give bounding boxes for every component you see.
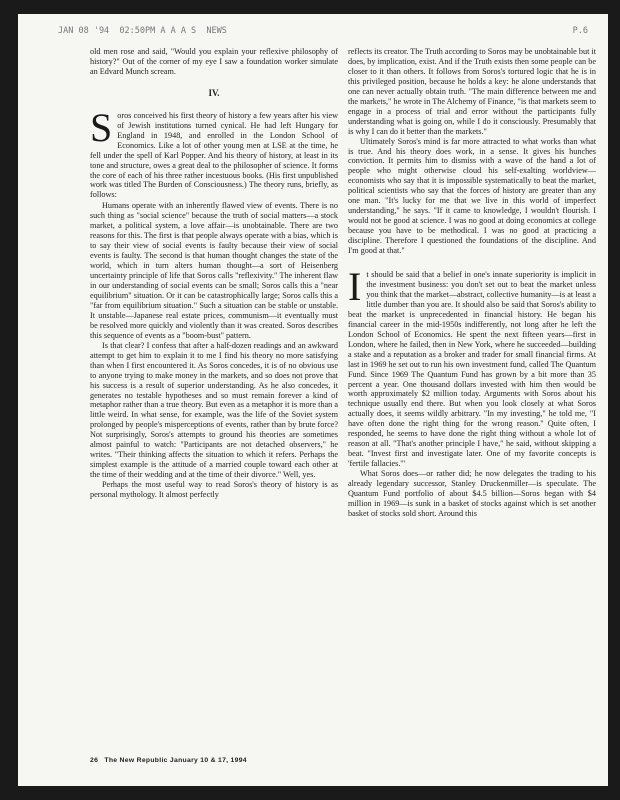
drop-cap: S — [90, 104, 113, 150]
paragraph: reflects its creator. The Truth according to Soros may be unobtainable but it does, by implication, exist. And if the Truth exists then some people can be closer to it than others. It follows from Soros's tortured logic that he is in this privileged position, because he holds a key: he alone understands that one can never actually obtain truth. "The main difference between me and the markets," he wrote in The Alchemy of Finance, "is that markets seem to engage in a process of trial and error without the participants fully understanding what is going on, while I do it consciously. Presumably that is why I can do it better than the markets." — [348, 47, 596, 136]
left-column — [90, 47, 338, 747]
paragraph: Ultimately Soros's mind is far more attracted to what works than what is true. And his theory does work, in a sense. It gives his hunches conviction. It permits him to dismiss with a wave of the hand a lot of people who might otherwise cloud his self-exalting worldview—economists who say that it is impossible systematically to beat the market, political scientists who say that the forces of history are greater than any one man. "It's lucky for me that we live in this world of imperfect understanding," he says. "If it came to knowledge, I wouldn't flourish. I would not be good at science. I was no good at doing economics at college because you have to be methodical. I was no good at practicing a discipline. Therefore I questioned the foundations of the discipline. And I'm good at that." — [348, 136, 596, 256]
fax-page-number: P.6 — [572, 26, 588, 36]
fax-header — [58, 26, 588, 38]
page-footer — [90, 757, 247, 764]
publication-name: The New Republic — [104, 757, 168, 764]
opening-paragraph: old men rose and said, "Would you explain your reflexive philosophy of history?" Out of the corner of my eye I saw a foundation worker simulate an Edvard Munch scream. — [90, 47, 338, 76]
paragraph: Humans operate with an inherently flawed view of events. There is no such thing as "social science" because the truth of social matters—a stock market, a political system, a love affair—is unobtainable. There are two reasons for this. The first is that people always operate with a bias, which is to say their view of social events is faulty because their view of social events is faulty. The second is that human thought changes the state of the world, which in turn alters human thought—a sort of Heisenberg uncertainty principle of life that Soros calls "reflexivity." The inherent flaw in our understanding of social events can be small; Soros calls this a "near equilibrium" situation. Or it can be catastrophically large; Soros calls this a "far from equilibrium situation." Such a situation can be stable or unstable. It unstable—Japanese real estate prices, communism—it eventually must be resolved more quickly and violently than it was created. Soros describes this sequence of events as a "boom-bust" pattern. — [90, 201, 338, 340]
page-number: 26 — [90, 757, 99, 764]
issue-date: January 10 & 17, 1994 — [169, 757, 247, 764]
paragraph — [348, 264, 596, 469]
paragraph: Perhaps the most useful way to read Soros's theory of history is as personal mythology. It almost perfectly — [90, 480, 338, 500]
paragraph: What Soros does—or rather did; he now delegates the trading to his already legendary successor, Stanley Druckenmiller—is speculate. The Quantum Fund portfolio of about $4.5 billion—Soros began with $4 million in 1969—is sunk in a basket of stocks against which is set another basket of stocks sold short. Around this — [348, 469, 596, 518]
paragraph-text: t should be said that a belief in one's innate superiority is implicit in the investment business: you don't set out to beat the market unless you think that the market—abstract, collective humanity—is at least a little dumber than you are. It should also be said that Soros's ability to beat the market is unprecedented in financial history. He began his financial career in the mid-1950s indifferently, not long after he left the London School of Economics. He spent the next fifteen years—first in London, where he failed, then in New York, where he succeeded—building a stake and a reputation as a broker and trader for small financial firms. At last in 1969 he set out to run his own investment fund, called The Quantum Fund. Since 1969 The Quantum Fund has grown by a bit more than 35 percent a year. One thousand dollars invested with him then would be worth approximately $2 million today. Arguments with Soros about his technique usually end there. But when you look closely at what Soros actually does, it seems wildly arbitrary. "In my investing," he told me, "I have often done the right thing for the wrong reason." Quite often, I responded, he seems to have done the right thing without a whole lot of reason at all. "That's another principle I have," he said, without skipping a beat. "Invest first and investigate later. One of my favorite concepts is 'fertile fallacies.'" — [348, 270, 596, 469]
paragraph: Is that clear? I confess that after a half-dozen readings and an awkward attempt to get him to explain it to me I find his theory no more satisfying than when I first encountered it. As Soros concedes, it is of no obvious use to anyone trying to make money in the markets, and so does not prove that his success is a result of superior understanding. As he also concedes, it generates no testable hypotheses and so must remain forever a kind of metaphor rather than a true theory. But even as a metaphor it is more than a little weird. In what sense, for example, was the life of the Soviet system prolonged by people's misperceptions of events, rather than by brute force? Not surprisingly, Soros's attempts to ground his theories are sometimes almost painful to watch: "Participants are not detached observers," he writes. "Their thinking affects the situation to which it refers. Perhaps the simplest example is the attitude of a married couple toward each other at the time of their wedding and at the time of their divorce." Well, yes. — [90, 340, 338, 480]
drop-cap: I — [348, 264, 362, 310]
paragraph — [90, 104, 338, 201]
paragraph-text: oros conceived his first theory of history a few years after his view of Jewish institutions turned cynical. He had left Hungary for England in 1948, and enrolled in the London School of Economics. Like a lot of other young men at LSE at the time, he fell under the spell of Karl Popper. And his theory of history, at least in its tone and structure, owes a great deal to the philosopher of science. It forms the core of each of his three rather incestuous books. (His first unpublished work was titled The Burden of Consciousness.) The theory runs, briefly, as follows: — [90, 110, 338, 200]
right-column — [348, 47, 596, 747]
document-page — [18, 14, 608, 786]
fax-header-left: JAN 08 '94 02:50PM A A A S NEWS — [58, 26, 227, 36]
section-heading: IV. — [208, 87, 220, 98]
section-break — [348, 256, 596, 270]
